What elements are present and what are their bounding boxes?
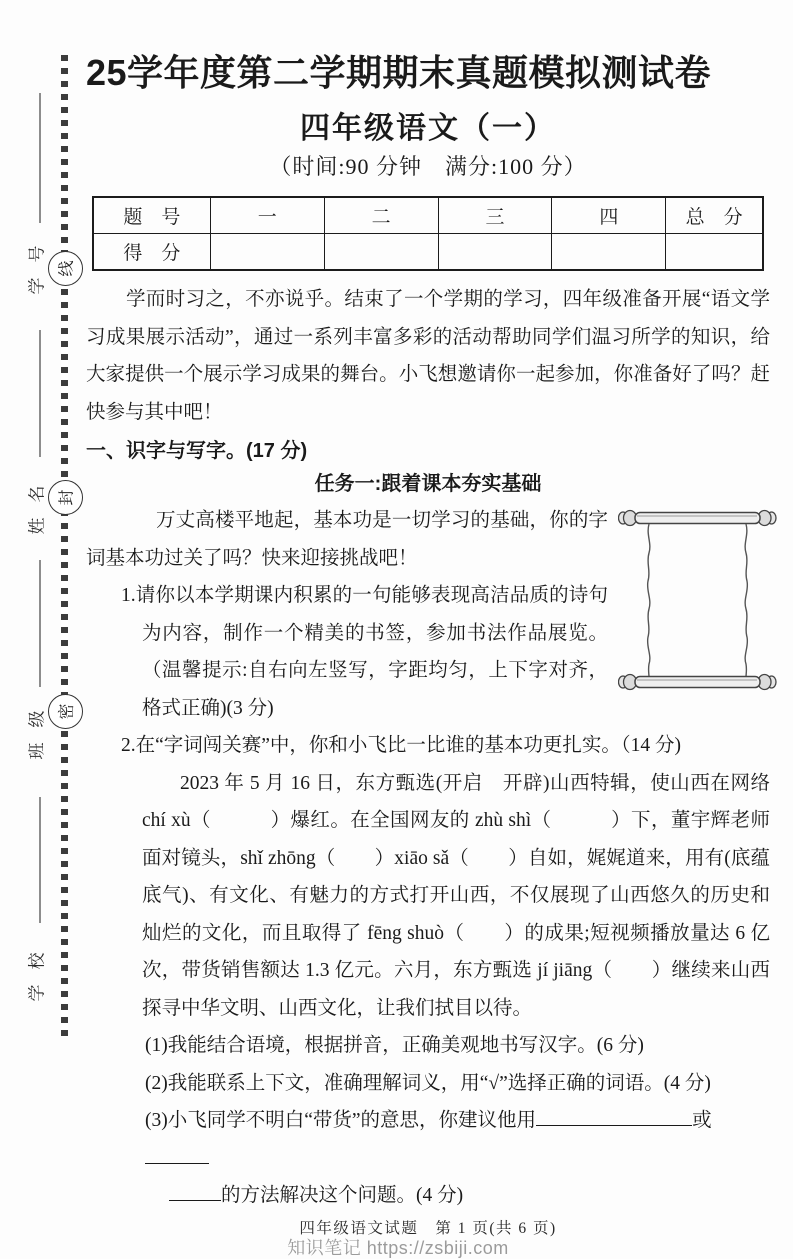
score-table <box>92 196 764 271</box>
sub3-text-part1: (3)小飞同学不明白“带货”的意思，你建议他用 <box>145 1110 537 1131</box>
answer-blank <box>169 1180 221 1201</box>
question-1: 1.请你以本学期课内积累的一句能够表现高洁品质的诗句为内容，制作一个精美的书签，参加书法作品展览。（温馨提示:自右向左竖写，字距均匀，上下字对齐，格式正确)(3 分) <box>121 585 608 719</box>
sub3-text-part2: 的方法解决这个问题。(4 分) <box>221 1185 464 1206</box>
seal-margin <box>0 0 86 1122</box>
exam-content <box>86 0 790 1259</box>
score-table-score-row <box>93 234 763 271</box>
header-question-number: 题 号 <box>93 197 210 234</box>
page-footer <box>86 1219 770 1259</box>
section-one-heading: 一、识字与写字。(17 分) <box>86 440 308 462</box>
header-total: 总 分 <box>666 197 763 234</box>
hanging-scroll-icon <box>618 504 778 696</box>
answer-blank <box>145 1142 209 1163</box>
page-number-info: 四年级语文试题 第 1 页(共 6 页) <box>299 1219 557 1237</box>
label-name: 姓名 <box>27 470 47 535</box>
task-one-body <box>86 502 770 727</box>
label-student-number: 学号 <box>27 230 47 295</box>
seal-dotted-line <box>61 55 68 1037</box>
question-2-passage: 2023 年 5 月 16 日，东方甄选(开启 开辟)山西特辑，使山西在网络 chí xù（ ）爆红。在全国网友的 zhù shì（ ）下，董宇辉老师面对镜头，shǐ zhōng（ ）xiāo sǎ（ ）自如，娓娓道来，用有(底蕴 底气)、有文化、有魅力的方式打开山西，不仅展现了山西悠久的历史和灿烂的文化，而且取得了 fēng shuò（ ）的成果;短视频播放量达 6 亿次，带货销售额达 1.3 亿元。六月，东方甄选 jí jiāng（ ）继续来山西探寻中华文明、山西文化，让我们拭目以待。 <box>142 772 790 1019</box>
score-cell <box>552 234 666 271</box>
header-part-four: 四 <box>552 197 666 234</box>
site-watermark: 知识笔记 https://zsbiji.com <box>287 1237 509 1258</box>
paper-title: 25学年度第二学期期末真题模拟测试卷 <box>86 52 712 93</box>
sub3-text-or: 或 <box>692 1110 712 1131</box>
class-fill-line <box>39 560 41 687</box>
task-one-heading: 任务一:跟着课本夯实基础 <box>314 473 542 495</box>
question-2-sub1: (1)我能结合语境，根据拼音，正确美观地书写汉字。(6 分) <box>145 1035 644 1056</box>
score-cell <box>210 234 324 271</box>
paper-meta: （时间:90 分钟 满分:100 分） <box>269 154 587 179</box>
question-2-intro: 2.在“字词闯关赛”中，你和小飞比一比谁的基本功更扎实。（14 分) <box>121 735 682 756</box>
header-part-one: 一 <box>210 197 324 234</box>
score-table-header-row <box>93 197 763 234</box>
header-part-three: 三 <box>438 197 552 234</box>
paper-subtitle: 四年级语文（一） <box>300 112 556 145</box>
student-number-fill-line <box>39 93 41 223</box>
school-fill-line <box>39 797 41 923</box>
name-fill-line <box>39 330 41 457</box>
score-cell <box>666 234 763 271</box>
scroll-illustration <box>618 504 778 696</box>
label-school: 学校 <box>27 937 47 1002</box>
task-one-lead: 万丈高楼平地起，基本功是一切学习的基础，你的字词基本功过关了吗？快来迎接挑战吧！ <box>86 510 608 569</box>
label-class: 班级 <box>27 695 47 760</box>
score-row-label: 得 分 <box>93 234 210 271</box>
header-part-two: 二 <box>324 197 438 234</box>
score-cell <box>324 234 438 271</box>
intro-paragraph: 学而时习之，不亦说乎。结束了一个学期的学习，四年级准备开展“语文学习成果展示活动”，通过一系列丰富多彩的活动帮助同学们温习所学的知识，给大家提供一个展示学习成果的舞台。小飞想邀请你一起参加，你准备好了吗？赶快参与其中吧！ <box>86 289 770 423</box>
answer-blank <box>536 1105 692 1126</box>
question-2-sub3 <box>145 1102 770 1215</box>
question-2-sub2: (2)我能联系上下文，准确理解词义，用“√”选择正确的词语。(4 分) <box>145 1072 711 1094</box>
seal-stamp-xian: 线 <box>48 251 83 286</box>
seal-stamp-mi: 密 <box>48 694 83 729</box>
seal-stamp-feng: 封 <box>48 480 83 515</box>
score-cell <box>438 234 552 271</box>
